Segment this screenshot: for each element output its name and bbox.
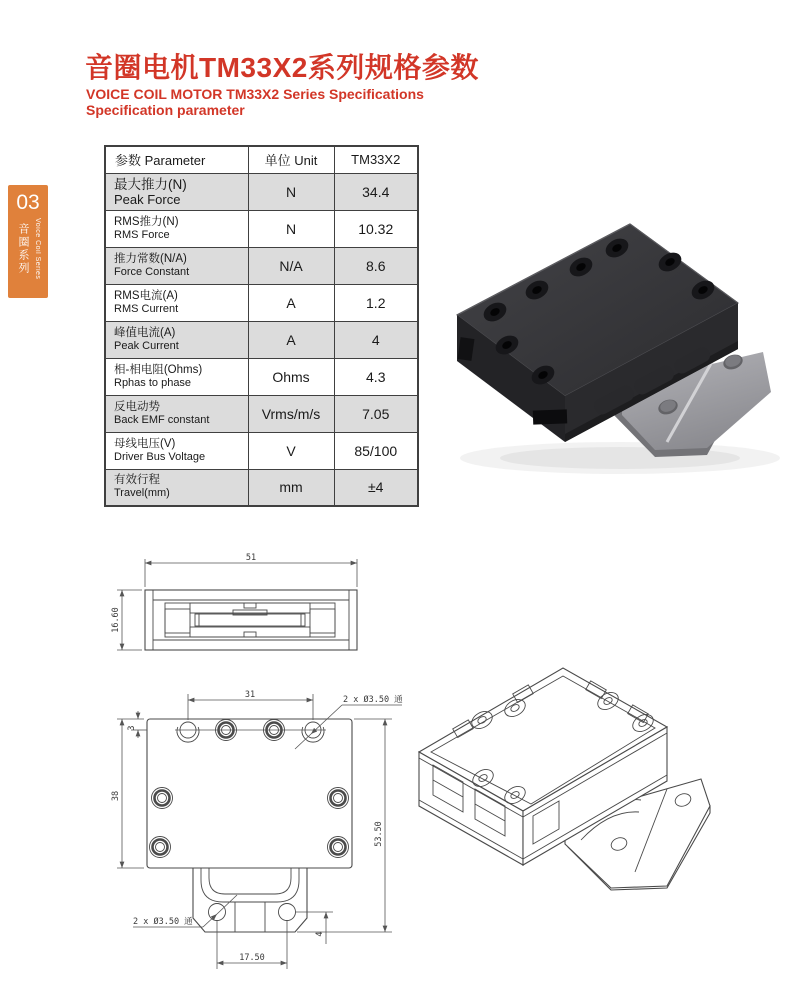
unit-cell: N/A bbox=[248, 247, 334, 284]
value-cell: 8.6 bbox=[334, 247, 418, 284]
param-cn: 反电动势 bbox=[114, 400, 160, 413]
drawing-isometric-view bbox=[405, 648, 715, 893]
value-cell: 34.4 bbox=[334, 173, 418, 210]
subtitle-line1: VOICE COIL MOTOR TM33X2 Series Specifications bbox=[86, 86, 424, 102]
value-cell: 4 bbox=[334, 321, 418, 358]
param-cn: 母线电压(V) bbox=[114, 437, 176, 450]
section-label-cn: 音圈系列 bbox=[17, 222, 29, 275]
subtitle-line2: Specification parameter bbox=[86, 102, 245, 118]
table-header-row bbox=[105, 146, 418, 173]
param-cn: 峰值电流(A) bbox=[114, 326, 176, 339]
param-en: Driver Bus Voltage bbox=[114, 450, 206, 463]
param-cn: RMS电流(A) bbox=[114, 289, 178, 302]
value-cell: 10.32 bbox=[334, 210, 418, 247]
section-number: 03 bbox=[16, 191, 40, 214]
value-cell: 85/100 bbox=[334, 432, 418, 469]
param-cn: 有效行程 bbox=[114, 474, 160, 487]
side-view-outline bbox=[145, 590, 357, 650]
dim-label-top-offset: 3 bbox=[127, 725, 137, 731]
section-tab bbox=[8, 185, 48, 298]
param-cn: 推力常数(N/A) bbox=[114, 252, 187, 265]
dimension-38 bbox=[111, 719, 144, 868]
dim-label-total-height: 53.50 bbox=[374, 821, 384, 847]
dim-label-body-height: 38 bbox=[111, 790, 121, 802]
table-row bbox=[105, 247, 418, 284]
col-header-unit: 单位 Unit bbox=[248, 146, 334, 173]
param-en: RMS Force bbox=[114, 228, 170, 241]
unit-cell: A bbox=[248, 284, 334, 321]
table-row bbox=[105, 469, 418, 506]
table-row bbox=[105, 321, 418, 358]
dim-label-hole-span: 31 bbox=[244, 690, 256, 700]
param-en: Peak Force bbox=[114, 191, 181, 207]
drawing-side-view bbox=[105, 553, 375, 668]
unit-cell: mm bbox=[248, 469, 334, 506]
unit-cell: V bbox=[248, 432, 334, 469]
unit-cell: A bbox=[248, 321, 334, 358]
drawing-top-view bbox=[105, 666, 405, 978]
param-cn: 最大推力(N) bbox=[114, 176, 187, 192]
unit-cell: N bbox=[248, 210, 334, 247]
dim-label-height: 16.60 bbox=[111, 607, 121, 633]
table-row bbox=[105, 173, 418, 210]
page-title: 音圈电机TM33X2系列规格参数 bbox=[85, 52, 479, 83]
param-en: Travel(mm) bbox=[114, 487, 170, 500]
unit-cell: Ohms bbox=[248, 358, 334, 395]
product-shadow bbox=[460, 442, 780, 474]
spec-table-body bbox=[105, 173, 418, 506]
param-cn: 相-相电阻(Ohms) bbox=[114, 363, 203, 376]
param-en: Back EMF constant bbox=[114, 413, 210, 426]
product-photo-voice-coil-motor bbox=[445, 210, 790, 485]
table-row bbox=[105, 432, 418, 469]
spec-table bbox=[104, 145, 419, 507]
dim-label-bracket-edge: 4 bbox=[315, 931, 325, 937]
unit-cell: Vrms/m/s bbox=[248, 395, 334, 432]
top-view-bracket bbox=[193, 868, 307, 932]
value-cell: 4.3 bbox=[334, 358, 418, 395]
hole-note-top-label: 2 x Ø3.50 通 bbox=[343, 695, 403, 705]
unit-cell: N bbox=[248, 173, 334, 210]
top-view-body bbox=[147, 719, 352, 868]
table-row bbox=[105, 358, 418, 395]
section-label-en: Voice Coil Series bbox=[34, 218, 41, 280]
dim-label-bracket-span: 17.50 bbox=[239, 953, 265, 963]
table-row bbox=[105, 395, 418, 432]
param-en: RMS Current bbox=[114, 302, 179, 315]
param-en: Force Constant bbox=[114, 265, 190, 278]
value-cell: 1.2 bbox=[334, 284, 418, 321]
table-row bbox=[105, 210, 418, 247]
dimension-51 bbox=[145, 553, 357, 587]
table-row bbox=[105, 284, 418, 321]
dim-label-width: 51 bbox=[245, 553, 257, 563]
col-header-parameter: 参数 Parameter bbox=[105, 146, 248, 173]
value-cell: 7.05 bbox=[334, 395, 418, 432]
dimension-16-60 bbox=[111, 590, 142, 650]
dimension-3 bbox=[127, 711, 147, 738]
param-en: Rphas to phase bbox=[114, 376, 192, 389]
param-cn: RMS推力(N) bbox=[114, 215, 179, 228]
col-header-model: TM33X2 bbox=[334, 146, 418, 173]
hole-note-bottom-label: 2 x Ø3.50 通 bbox=[133, 917, 193, 927]
param-en: Peak Current bbox=[114, 339, 179, 352]
dimension-31 bbox=[188, 690, 313, 720]
page-subtitle bbox=[86, 86, 424, 118]
value-cell: ±4 bbox=[334, 469, 418, 506]
